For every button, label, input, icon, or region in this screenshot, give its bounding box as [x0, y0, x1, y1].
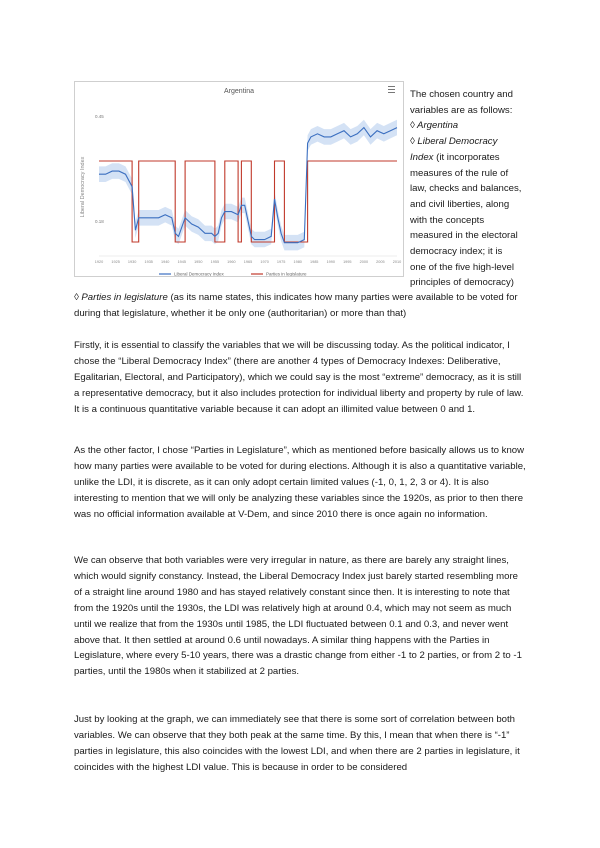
paragraph-4-text: Just by looking at the graph, we can immediately see that there is some sort of correlation between both variables. We can observe that they both peak at the same time. By this, I mean that when there is “-1” parties in legislature, this also coincides with the lowest LDI, and when there are 2 parties in legislature, it coincides with the highest LDI value. This is because in order to be considered: [74, 714, 520, 773]
x-tick-label: 1950: [194, 260, 203, 264]
side-line: one of the five high-level: [410, 261, 514, 273]
side-line: and civil liberties, along: [410, 198, 510, 210]
x-tick-label: 1955: [210, 260, 220, 264]
side-line: variables are as follows:: [410, 104, 513, 116]
x-tick-label: 1995: [343, 260, 352, 264]
y-tick-bottom: 0.18: [95, 219, 104, 224]
parties-series-line: [99, 161, 397, 242]
x-tick-label: 1920: [94, 260, 104, 264]
x-tick-label: 1935: [144, 260, 153, 264]
side-description: [410, 87, 540, 291]
x-tick-label: 1980: [293, 260, 302, 264]
chart-title: Argentina: [224, 88, 254, 95]
paragraph-2-text: As the other factor, I chose “Parties in Legislature”, which as mentioned before basically allows us to know how many parties were available to be voted for during elections. Although it is also a quantitative variable, unlike the LDI, it is discrete, as it can only adopt certain limited values (-1, 0, 1, 2, 3 or 4). It is also interesting to mention that we will only be analyzing these variables since the 1920s, as prior to then there was no official information available at V-Dem, and since 2010 there is once again no information.: [74, 445, 526, 520]
legend-ldi: Liberal Democracy Index: [174, 271, 224, 276]
x-tick-label: 1930: [127, 260, 137, 264]
x-tick-label: 2000: [359, 260, 369, 264]
side-line: Index (it incorporates: [410, 151, 500, 163]
x-tick-label: 1965: [243, 260, 253, 264]
paragraph-1-text: Firstly, it is essential to classify the variables that we will be discussing today. As the political indicator, I chose the “Liberal Democracy Index” (there are another 4 types of Democracy Indexes: Deliberative, Egalitarian, Electoral, and Participatory), which we could say is the most “extreme” democracy, as it is still a representative democracy, but it also includes protection for individual liberty and property by rule of law. It is a continuous quantitative variable because it can adopt an illimited value between 0 and 1.: [74, 340, 524, 415]
paragraph-2: [74, 443, 528, 523]
x-tick-label: 1985: [309, 260, 319, 264]
x-tick-label: 1945: [177, 260, 187, 264]
x-tick-label: 1925: [111, 260, 120, 264]
side-line: measured in the electoral: [410, 230, 518, 242]
x-tick-label: 2010: [392, 260, 402, 264]
x-tick-label: 1975: [276, 260, 286, 264]
x-tick-label: 1970: [260, 260, 269, 264]
parties-description: (as its name states, this indicates how many parties were available to be voted for during that legislature, whether it be only one (authoritarian) or more than that): [74, 292, 518, 319]
side-line: principles of democracy): [410, 277, 514, 289]
y-tick-top: 0.45: [95, 114, 104, 119]
side-line: law, checks and balances,: [410, 183, 522, 195]
side-line: ◊ Argentina: [410, 120, 459, 132]
paragraph-parties: [74, 290, 528, 322]
x-tick-label: 2005: [376, 260, 385, 264]
x-tick-label: 1940: [160, 260, 170, 264]
chart-container: [74, 81, 404, 277]
paragraph-3: [74, 553, 528, 680]
ldi-parties-chart: [75, 82, 403, 276]
side-line: democracy index; it is: [410, 246, 503, 258]
x-tick-label: 1960: [227, 260, 236, 264]
side-line: The chosen country and: [410, 89, 513, 100]
paragraph-1: [74, 338, 528, 418]
paragraph-4: [74, 712, 528, 776]
paragraph-3-text: We can observe that both variables were very irregular in nature, as there are barely any straight lines, which would signify constancy. Instead, the Liberal Democracy Index just barely started resembling more of a straight line around 1980 and has stayed relatively constant since then. It is interesting to note that from the 1920s until the 1930s, the LDI was relatively high at around 0.4, which may not seem as much until we realize that from the 1930s until 1985, the LDI fluctuated between 0.1 and 0.3, and never went above that. It then settled at around 0.6 until nowadays. A similar thing happens with the Parties in Legislature, where every 5-10 years, there was a drastic change from either -1 to 2 parties, or from 2 to -1 parties, until the 1980s when it stabilized at 2 parties.: [74, 555, 522, 678]
side-line: measures of the rule of: [410, 167, 509, 179]
y-axis-label: Liberal Democracy Index: [80, 156, 86, 218]
x-tick-label: 1990: [326, 260, 336, 264]
ldi-confidence-band: [99, 120, 397, 251]
parties-heading: ◊ Parties in legislature: [74, 292, 168, 303]
chart-legend: [159, 272, 307, 277]
hamburger-menu-icon[interactable]: [388, 86, 395, 93]
side-line: ◊ Liberal Democracy: [410, 136, 498, 148]
side-line: with the concepts: [410, 214, 485, 226]
legend-parties: Parties in legislature: [266, 271, 307, 276]
